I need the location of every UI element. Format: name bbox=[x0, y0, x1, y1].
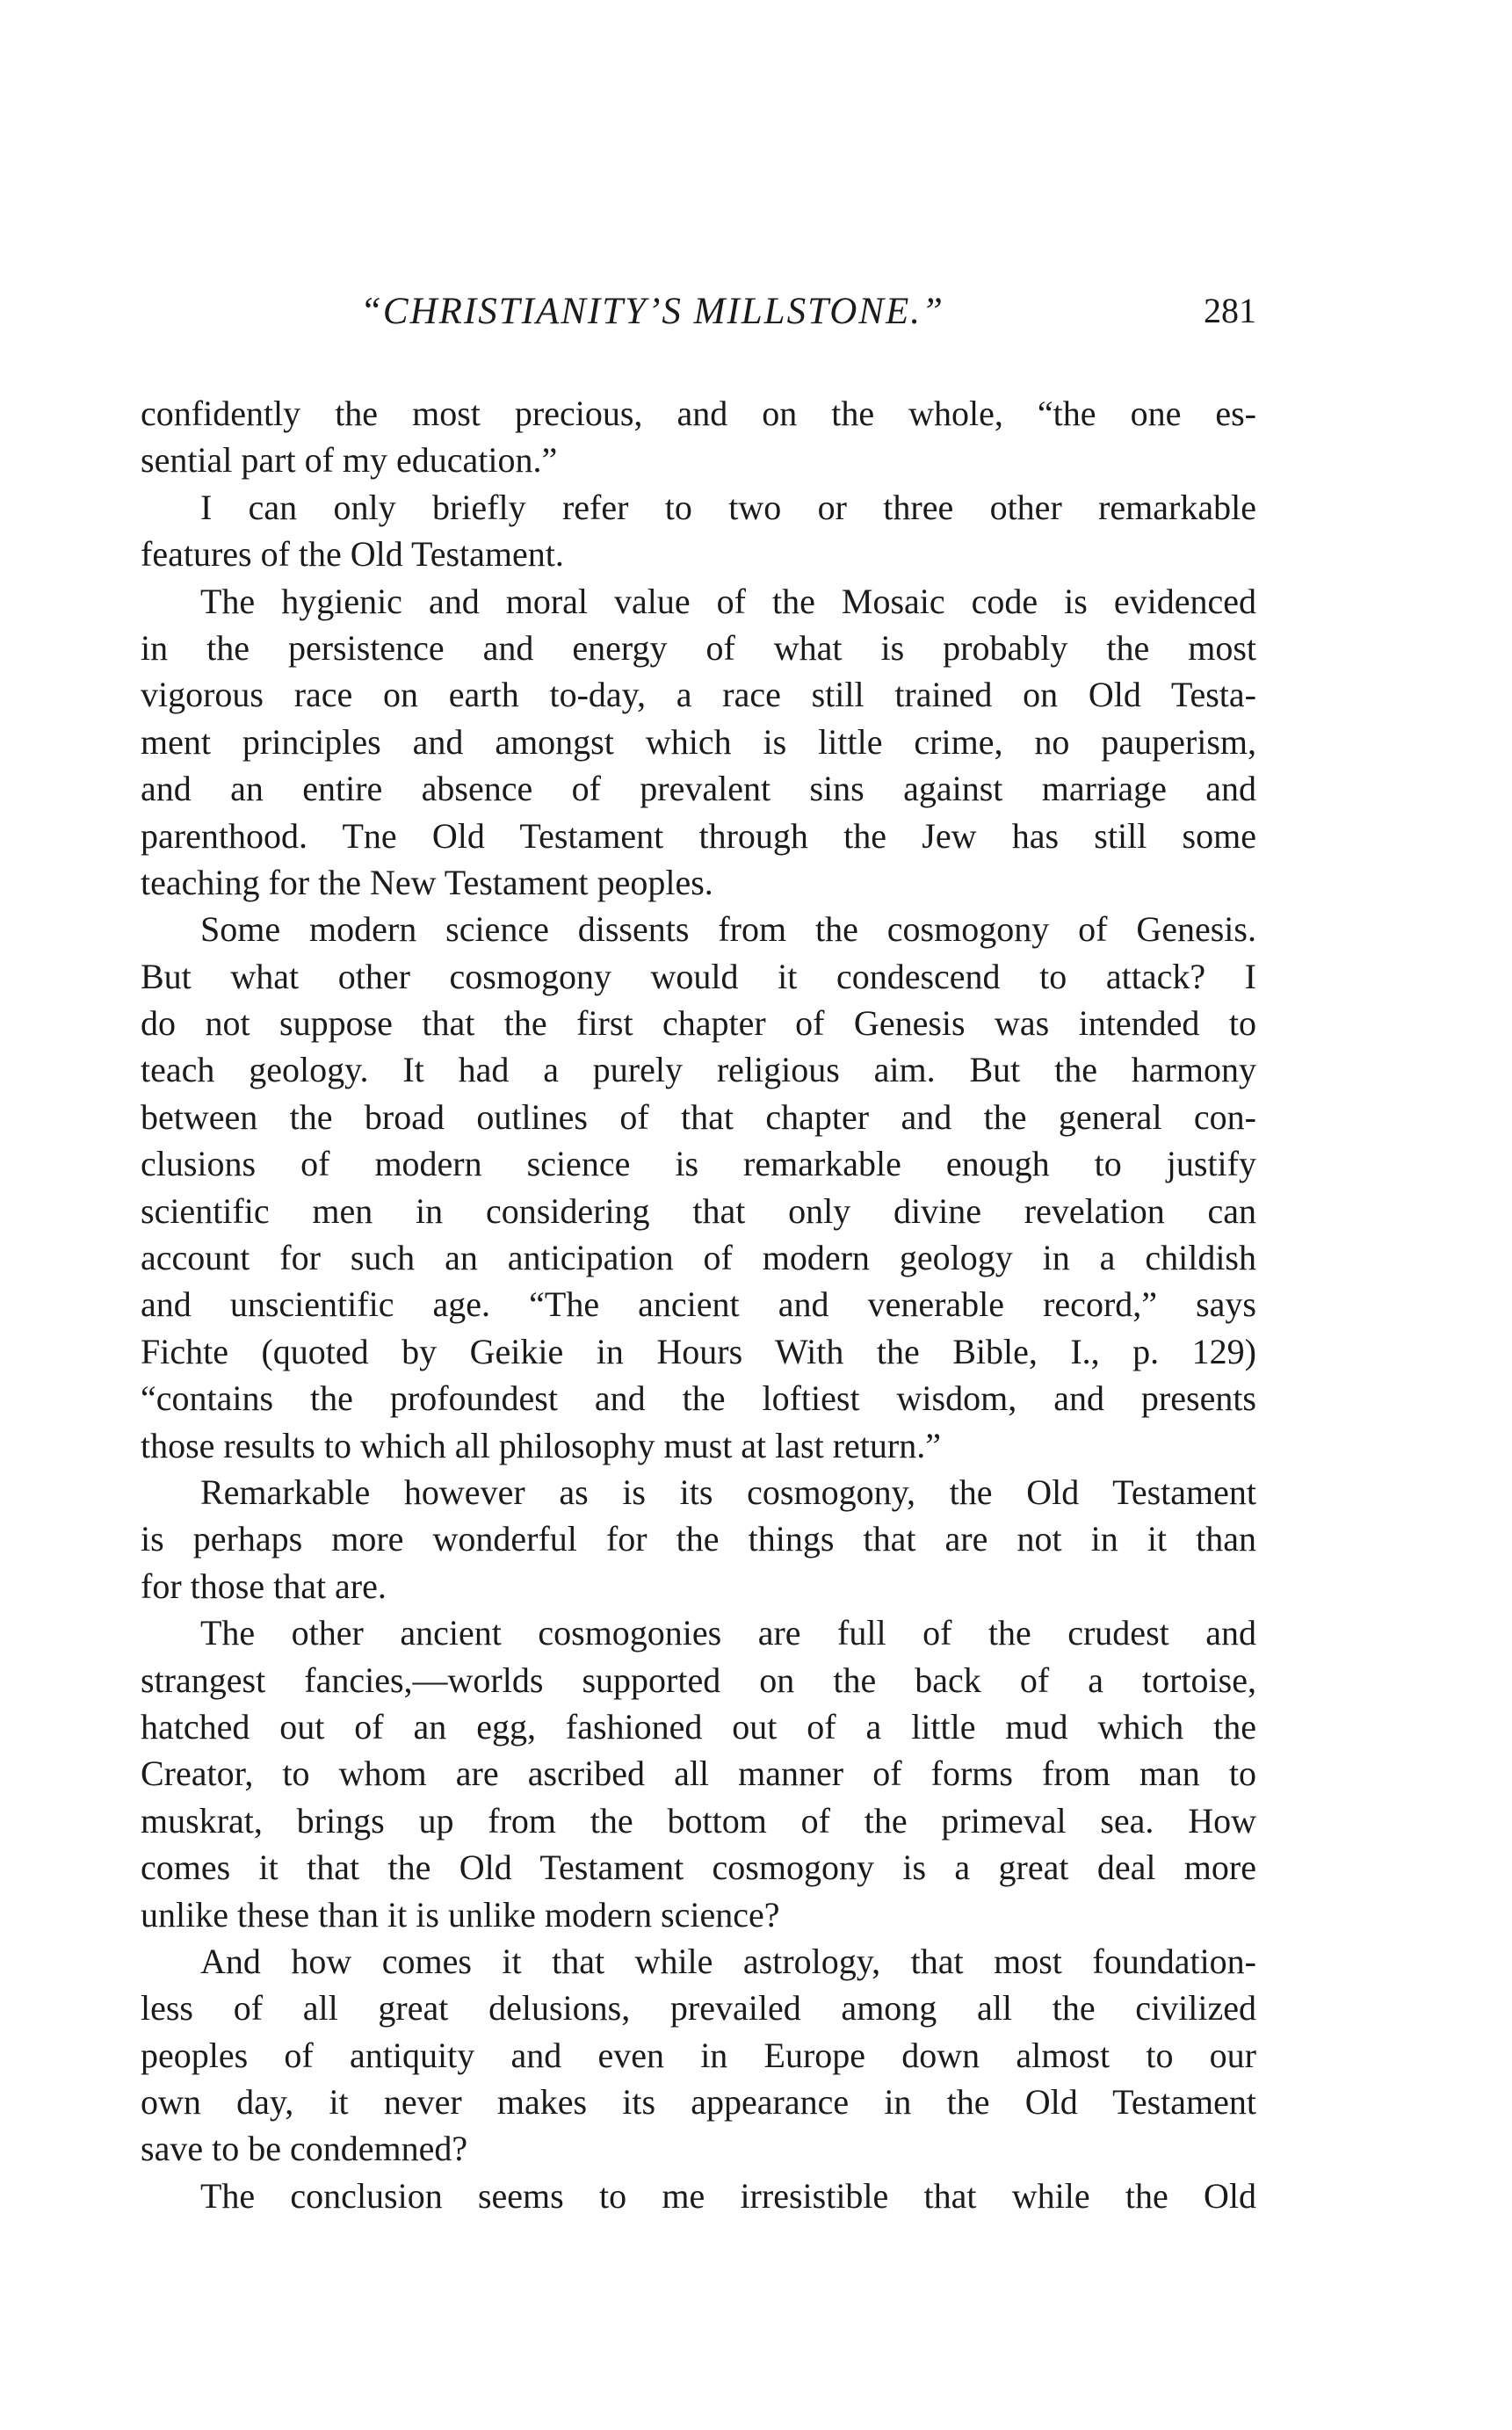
text-line: muskrat, brings up from the bottom of the primeval sea. How bbox=[141, 1800, 1256, 1841]
text-line: scientific men in considering that only divine revelation can bbox=[141, 1190, 1256, 1231]
text-line: vigorous race on earth to-day, a race still trained on Old Testa- bbox=[141, 675, 1256, 715]
running-head bbox=[141, 290, 1256, 343]
text-line: Fichte (quoted by Geikie in Hours With the Bible, I., p. 129) bbox=[141, 1331, 1256, 1371]
text-line: between the broad outlines of that chapter and the general con- bbox=[141, 1096, 1256, 1137]
text-line: and unscientific age. “The ancient and venerable record,” says bbox=[141, 1284, 1256, 1325]
text-line: save to be condemned? bbox=[141, 2129, 468, 2169]
text-line: ment principles and amongst which is little crime, no pauperism, bbox=[141, 721, 1256, 762]
text-line: The conclusion seems to me irresistible that while the Old bbox=[200, 2175, 1256, 2216]
text-line: And how comes it that while astrology, that most foundation- bbox=[200, 1941, 1256, 1981]
text-line: those results to which all philosophy must at last return.” bbox=[141, 1425, 941, 1465]
text-line: sential part of my education.” bbox=[141, 440, 558, 481]
text-line: The other ancient cosmogonies are full of the crudest and bbox=[200, 1613, 1256, 1653]
text-line: Creator, to whom are ascribed all manner of forms from man to bbox=[141, 1754, 1256, 1794]
text-line: in the persistence and energy of what is probably the most bbox=[141, 627, 1256, 668]
page-number: 281 bbox=[1204, 291, 1256, 330]
text-line: parenthood. Tne Old Testament through the Jew has still some bbox=[141, 815, 1256, 856]
text-line: own day, it never makes its appearance in the Old Testament bbox=[141, 2082, 1256, 2123]
text-line: confidently the most precious, and on the whole, “the one es- bbox=[141, 394, 1256, 433]
text-line: But what other cosmogony would it condescend to attack? I bbox=[141, 956, 1256, 996]
text-line: less of all great delusions, prevailed among all the civilized bbox=[141, 1988, 1256, 2029]
text-line: unlike these than it is unlike modern science? bbox=[141, 1894, 780, 1935]
text-line: hatched out of an egg, fashioned out of a little mud which the bbox=[141, 1706, 1256, 1747]
text-line: I can only briefly refer to two or three other remarkable bbox=[200, 487, 1256, 527]
text-line: clusions of modern science is remarkable enough to justify bbox=[141, 1144, 1256, 1184]
text-line: teaching for the New Testament peoples. bbox=[141, 862, 713, 902]
text-line: for those that are. bbox=[141, 1566, 387, 1606]
text-line: features of the Old Testament. bbox=[141, 534, 564, 575]
text-line: and an entire absence of prevalent sins against marriage and bbox=[141, 769, 1256, 809]
running-title: “CHRISTIANITY’S MILLSTONE.” bbox=[360, 291, 944, 332]
body-text bbox=[141, 390, 1256, 2219]
text-line: is perhaps more wonderful for the things that are not in it than bbox=[141, 1519, 1256, 1559]
text-line: strangest fancies,—worlds supported on the back of a tortoise, bbox=[141, 1660, 1256, 1700]
text-line: peoples of antiquity and even in Europe down almost to our bbox=[141, 2035, 1256, 2075]
text-line: The hygienic and moral value of the Mosaic code is evidenced bbox=[200, 581, 1256, 621]
text-line: comes it that the Old Testament cosmogony is a great deal more bbox=[141, 1848, 1256, 1888]
text-line: do not suppose that the first chapter of Genesis was intended to bbox=[141, 1003, 1256, 1044]
text-line: Some modern science dissents from the cosmogony of Genesis. bbox=[200, 909, 1256, 950]
text-line: “contains the profoundest and the loftiest wisdom, and presents bbox=[141, 1378, 1256, 1419]
text-line: teach geology. It had a purely religious aim. But the harmony bbox=[141, 1050, 1256, 1090]
text-line: account for such an anticipation of modern geology in a childish bbox=[141, 1238, 1256, 1278]
text-line: Remarkable however as is its cosmogony, the Old Testament bbox=[200, 1472, 1256, 1512]
